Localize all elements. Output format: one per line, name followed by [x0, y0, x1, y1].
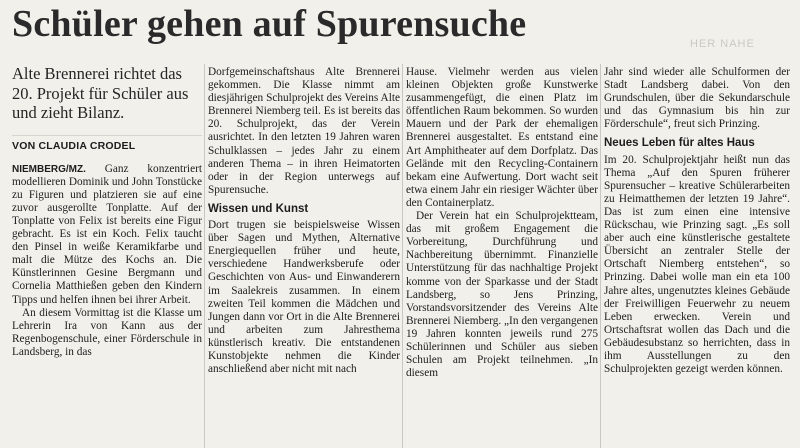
- paragraph-text: Ganz konzentriert modellieren Dominik und John Tonstücke zu Figuren und platzieren sie auf eine zuvor ausgerollte Tonplatte. Auf der Tonplatte von Felix ist bereits eine Figur gebracht. Es ist ein Koch. Felix taucht den Pinsel in weiße Keramikfarbe und malt die Mütze des Kochs an. Die Künstlerinnen Gesine Bergmann und Cornelia Matthießen geben den Kindern Tipps und helfen ihnen bei ihrer Arbeit.: [12, 162, 202, 306]
- paragraph: An diesem Vormittag ist die Klasse um Lehrerin Ira von Kann aus der Regenbogenschule, einer Förderschule in Landsberg, in das: [12, 306, 202, 358]
- paragraph: Dort trugen sie beispielsweise Wissen über Sagen und Mythen, Alternative Energiequellen früher und heute, verschiedene Handwerksberufe oder Geschichten von Aus- und Einwanderern im Saalekreis zusammen. In einem zweiten Teil kommen die Mädchen und Jungen dann vor Ort in die Alte Brennerei und arbeiten zum Jahresthema künstlerisch kreativ. Die entstandenen Kunstobjekte nehmen die Kinder anschließend aber nicht mit nach: [208, 219, 400, 376]
- column-divider: [402, 64, 403, 448]
- dateline: NIEMBERG/MZ.: [12, 163, 86, 175]
- paragraph: Hause. Vielmehr werden aus vielen kleinen Objekten große Kunstwerke zusammengefügt, die einen Platz im öffentlichen Raum bekommen. So wurden Mauern und der Park der ehemaligen Brennerei ausgestaltet. Es entstand eine Art Amphitheater auf dem Dorfplatz. Das Gelände mit den Recycling-Containern bekam eine Aufwertung. Dort wacht seit etwa einem Jahr ein riesiger Wächter über den Containerplatz.: [406, 66, 598, 209]
- paragraph: Dorfgemeinschaftshaus Alte Brennerei gekommen. Die Klasse nimmt am diesjährigen Schulprojekt des Vereins Alte Brennerei Niemberg teil. Es ist bereits das 20. Schulprojekt, das der Verein ausrichtet. In den letzten 19 Jahren waren Schulklassen – jedes Jahr zu einem anderen Thema – in ihren Heimatorten oder in der Region unterwegs auf Spurensuche.: [208, 66, 400, 196]
- column-divider: [600, 64, 601, 448]
- article-lead: Alte Brennerei richtet das 20. Projekt für Schüler aus und zieht Bilanz.: [12, 64, 189, 122]
- subheading: Neues Leben für altes Haus: [604, 137, 755, 150]
- paragraph: [12, 163, 202, 307]
- article-column-1: [12, 64, 202, 359]
- article-headline: Schüler gehen auf Spurensuche: [12, 3, 527, 45]
- subheading: Wissen und Kunst: [208, 202, 309, 215]
- article-column-4: [604, 66, 790, 376]
- article-column-3: [406, 66, 598, 380]
- byline: VON CLAUDIA CRODEL: [12, 135, 202, 153]
- column-divider: [204, 64, 205, 448]
- article-column-2: [208, 66, 400, 376]
- paragraph: Jahr sind wieder alle Schulformen der Stadt Landsberg dabei. Von den Grundschulen, über die Sekundarschule und das Gymnasium bis hin zur Förderschule“, freut sich Prinzing.: [604, 66, 790, 131]
- paragraph: Im 20. Schulprojektjahr heißt nun das Thema „Auf den Spuren früherer Spurensucher – kreative Schülerarbeiten zu Heimatthemen der letzten 19 Jahre“. Das ist zum einen eine intensive Rückschau, wie Prinzing sagt. „Es soll aber auch eine künstlerische gestaltete Übersicht an zentraler Stelle der Ortschaft Niemberg entstehen“, so Prinzing. Dabei wolle man ein eta 100 Jahre altes, ungenutztes kleines Gebäude der Freiwilligen Feuerwehr zu neuem Leben erwecken. Verein und Ortschaftsrat wollen das Dach und die Gebäudesubstanz so herrichten, dass in ihm Ausstellungen zu den Schulprojekten gezeigt werden können.: [604, 153, 790, 376]
- paragraph: Der Verein hat ein Schulprojektteam, das mit großem Engagement die Vorbereitung, Durchführung und Nachbereitung übernimmt. Finanzielle Unterstützung für das nachhaltige Projekt komme von der Sparkasse und der Stadt Landsberg, so Jens Prinzing, Vorstandsvorsitzender des Vereins Alte Brennerei Niemberg. „In den vergangenen 19 Jahren konnten jeweils rund 275 Schülerinnen und Schüler aus sieben Schulen am Projekt teilnehmen. „In diesem: [406, 210, 598, 380]
- faded-background-text: HER NAHE: [690, 38, 755, 50]
